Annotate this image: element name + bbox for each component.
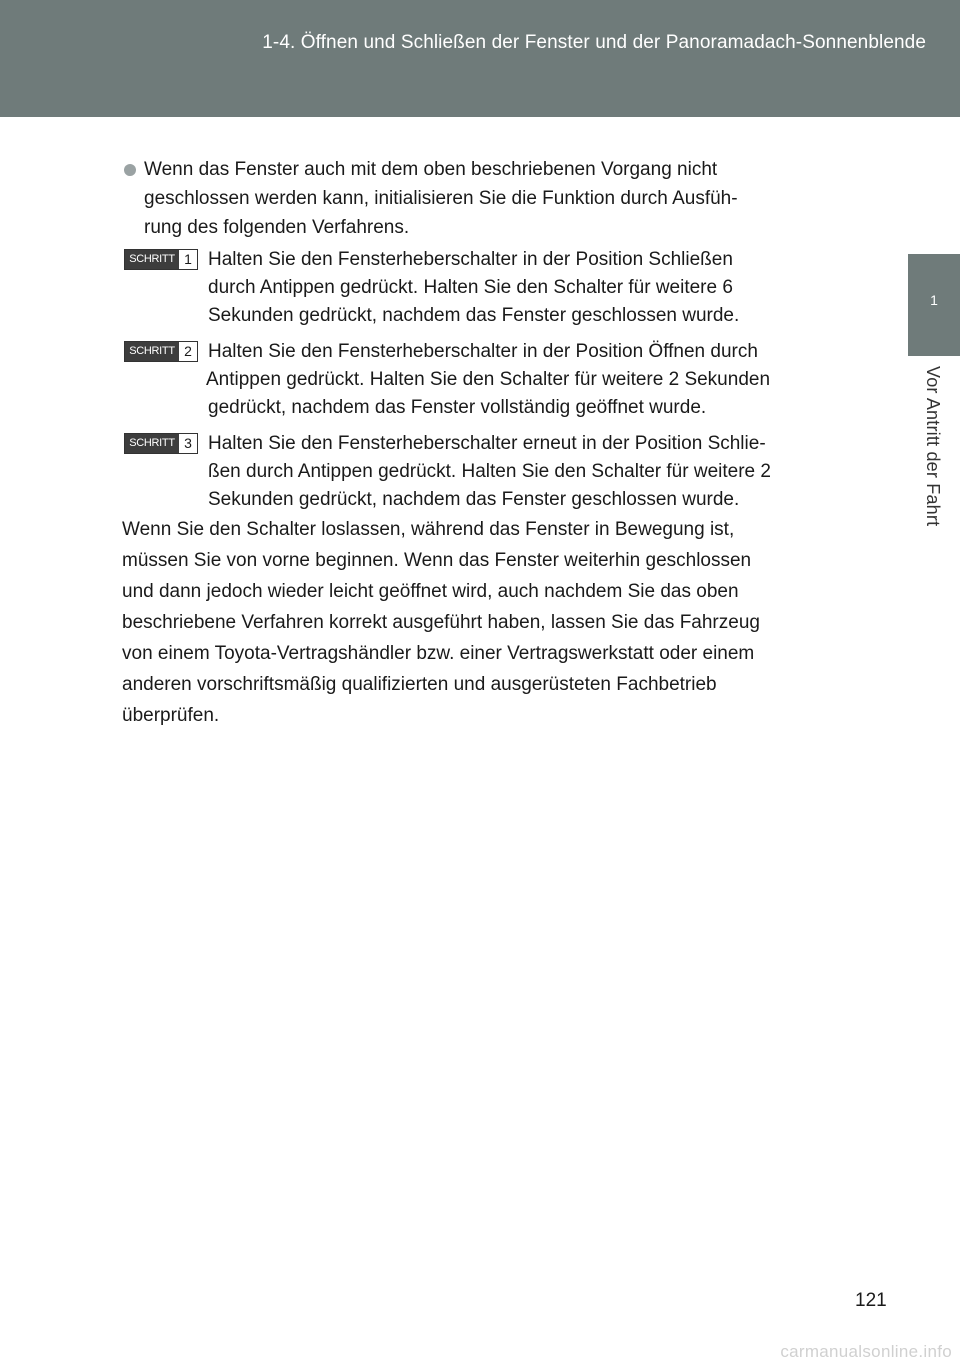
paragraph-line: beschriebene Verfahren korrekt ausgeführt haben, lassen Sie das Fahrzeug: [122, 612, 760, 633]
header-bar: [0, 0, 960, 117]
step-line: durch Antippen gedrückt. Halten Sie den Schalter für weitere 6: [208, 277, 733, 298]
bullet-line: rung des folgenden Verfahrens.: [144, 217, 410, 238]
step-badge: [124, 249, 198, 270]
bullet-icon: [124, 164, 136, 176]
paragraph-line: müssen Sie von vorne beginnen. Wenn das Fenster weiterhin geschlossen: [122, 550, 752, 571]
bullet-line: Wenn das Fenster auch mit dem oben beschriebenen Vorgang nicht: [144, 159, 718, 180]
paragraph-line: anderen vorschriftsmäßig qualifizierten und ausgerüsteten Fachbetrieb: [122, 674, 717, 695]
chapter-number: 1: [930, 292, 938, 308]
step-line: gedrückt, nachdem das Fenster vollständig geöffnet wurde.: [208, 397, 707, 418]
paragraph-line: überprüfen.: [122, 705, 220, 726]
step-badge-number: 3: [179, 434, 197, 453]
step-line: Halten Sie den Fensterheberschalter in der Position Schließen: [208, 249, 733, 270]
page-number: 121: [855, 1290, 887, 1311]
paragraph-line: Wenn Sie den Schalter loslassen, während das Fenster in Bewegung ist,: [122, 519, 735, 540]
step-badge-word: SCHRITT: [125, 250, 179, 269]
step-badge-word: SCHRITT: [125, 434, 179, 453]
chapter-tab: [908, 254, 960, 356]
step-line: Sekunden gedrückt, nachdem das Fenster geschlossen wurde.: [208, 305, 740, 326]
step-line: Halten Sie den Fensterheberschalter in der Position Öffnen durch: [208, 341, 758, 362]
step-line: ßen durch Antippen gedrückt. Halten Sie den Schalter für weitere 2: [208, 461, 771, 482]
watermark-strip: [0, 1342, 960, 1362]
step-badge: [124, 433, 198, 454]
bullet-line: geschlossen werden kann, initialisieren Sie die Funktion durch Ausfüh-: [144, 188, 738, 209]
step-badge-number: 1: [179, 250, 197, 269]
step-line: Halten Sie den Fensterheberschalter erneut in der Position Schlie-: [208, 433, 766, 454]
section-title: 1-4. Öffnen und Schließen der Fenster und der Panoramadach-Sonnenblende: [262, 32, 926, 53]
paragraph-line: von einem Toyota-Vertragshändler bzw. einer Vertragswerkstatt oder einem: [122, 643, 755, 664]
step-badge: [124, 341, 198, 362]
paragraph-line: und dann jedoch wieder leicht geöffnet wird, auch nachdem Sie das oben: [122, 581, 739, 602]
step-line: Antippen gedrückt. Halten Sie den Schalter für weitere 2 Sekunden: [206, 369, 771, 390]
step-badge-number: 2: [179, 342, 197, 361]
step-badge-word: SCHRITT: [125, 342, 179, 361]
step-line: Sekunden gedrückt, nachdem das Fenster geschlossen wurde.: [208, 489, 740, 510]
chapter-label: Vor Antritt der Fahrt: [923, 366, 943, 527]
watermark-link[interactable]: carmanualsonline.info: [780, 1342, 952, 1361]
